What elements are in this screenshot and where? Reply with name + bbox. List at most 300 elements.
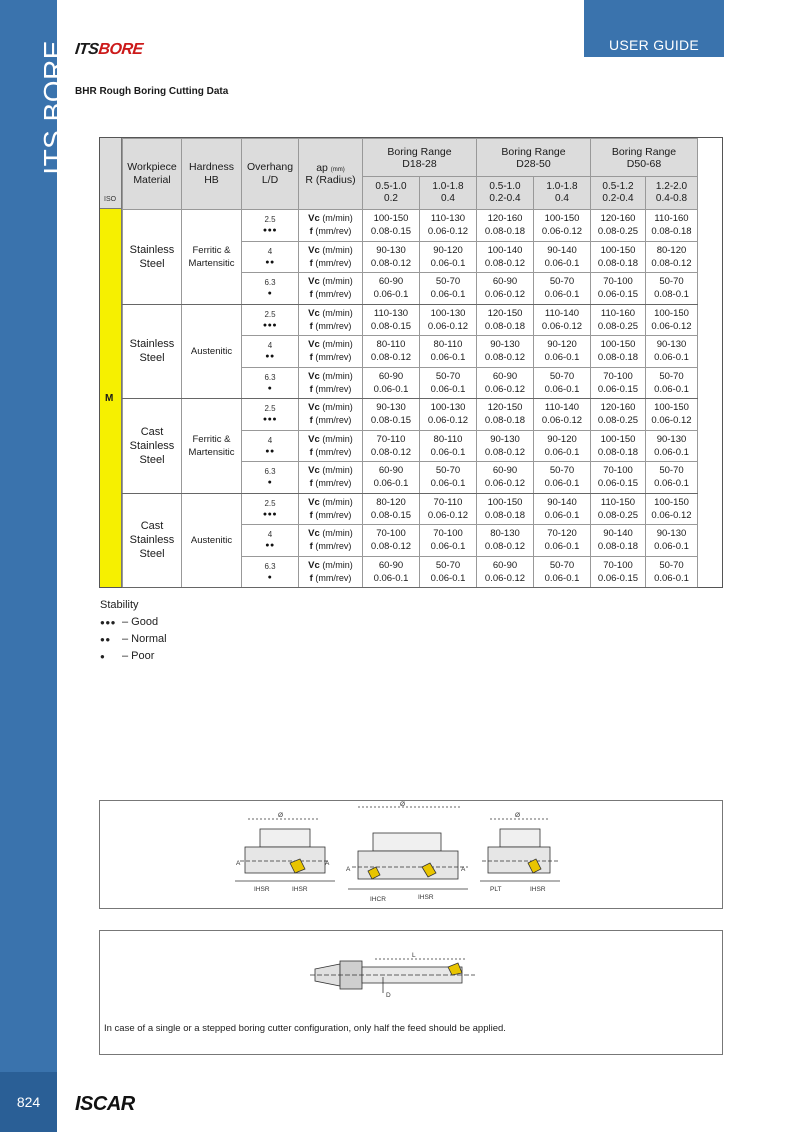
f-value: 0.08-0.18 [484, 226, 526, 238]
radius-label: R (Radius) [305, 174, 356, 186]
table-row [123, 304, 698, 336]
header-ap-value [420, 177, 477, 210]
f-value: 0.06-0.1 [430, 446, 466, 458]
vc-value: 70-120 [547, 528, 577, 540]
vc-value: 110-140 [544, 402, 580, 414]
f-value: 0.08-0.18 [597, 446, 639, 458]
vc-value: 80-110 [376, 339, 406, 351]
ap-value: 1.2-2.0 [655, 181, 688, 192]
stability-dots: ●●● [100, 618, 116, 627]
f-value: 0.08-0.1 [654, 289, 689, 301]
value-cell [591, 430, 646, 462]
f-value: 0.06-0.1 [544, 541, 580, 553]
vc-unit: (m/min) [322, 433, 353, 444]
overhang-ld: 6.3 [264, 561, 276, 571]
a-label-3: A [346, 866, 351, 873]
f-unit: (mm/rev) [315, 289, 352, 300]
value-cell [477, 493, 534, 525]
f-label: f [309, 415, 313, 427]
value-cell [534, 273, 591, 305]
f-label: f [309, 289, 313, 301]
vc-value: 70-110 [433, 496, 463, 508]
vc-value: 60-90 [378, 559, 404, 571]
stability-label: – Poor [122, 650, 155, 662]
vc-unit: (m/min) [322, 213, 353, 224]
f-value: 0.06-0.1 [544, 257, 580, 269]
f-value: 0.08-0.12 [484, 541, 526, 553]
param-cell [299, 493, 363, 525]
f-label: f [309, 446, 313, 458]
ap-value: 1.0-1.8 [546, 181, 578, 192]
sidebar-title: ITS BORE [38, 40, 69, 175]
value-cell [363, 367, 420, 399]
vc-value: 60-90 [492, 276, 518, 288]
workpiece-material: Cast Stainless Steel [123, 399, 182, 494]
overhang-cell [242, 462, 299, 494]
value-cell [363, 525, 420, 557]
f-value: 0.06-0.1 [430, 383, 466, 395]
vc-value: 50-70 [435, 276, 461, 288]
vc-value: 50-70 [435, 370, 461, 382]
f-label: f [309, 226, 313, 238]
value-cell [477, 399, 534, 431]
value-cell [420, 399, 477, 431]
vc-value: 50-70 [435, 559, 461, 571]
iso-group-m: M [100, 209, 122, 587]
f-value: 0.06-0.12 [651, 509, 692, 521]
f-value: 0.06-0.1 [654, 541, 689, 553]
value-cell [363, 493, 420, 525]
vc-value: 80-120 [376, 496, 406, 508]
dia-symbol-1: Ø [278, 812, 284, 819]
f-value: 0.06-0.1 [654, 572, 689, 584]
value-cell [534, 525, 591, 557]
value-cell [477, 210, 534, 242]
header-overhang: Overhang L/D [242, 139, 299, 210]
iso-column [100, 138, 122, 587]
param-cell [299, 241, 363, 273]
f-unit: (mm/rev) [315, 352, 352, 363]
r-value: 0.2-0.4 [602, 193, 634, 204]
value-cell [420, 493, 477, 525]
value-cell [591, 399, 646, 431]
vc-value: 90-130 [656, 528, 687, 540]
overhang-cell [242, 304, 299, 336]
f-value: 0.06-0.12 [427, 320, 469, 332]
vc-value: 120-160 [487, 213, 523, 225]
stability-dots: ● [267, 290, 273, 298]
overhang-cell [242, 493, 299, 525]
f-unit: (mm/rev) [315, 446, 352, 457]
r-value: 0.2 [384, 193, 398, 204]
stability-label: – Good [122, 616, 159, 628]
f-value: 0.06-0.12 [484, 289, 526, 301]
stability-label: – Normal [122, 633, 167, 645]
overhang-cell [242, 241, 299, 273]
vc-unit: (m/min) [322, 465, 353, 476]
f-label: f [309, 320, 313, 332]
stability-dots: ●●● [262, 321, 278, 329]
vc-value: 70-100 [603, 465, 633, 477]
iscar-logo: ISCAR [75, 1093, 135, 1115]
value-cell [646, 336, 698, 368]
vc-value: 50-70 [659, 370, 684, 382]
f-value: 0.06-0.15 [597, 478, 639, 490]
param-cell [299, 462, 363, 494]
vc-value: 110-130 [430, 213, 466, 225]
f-label: f [309, 509, 313, 521]
vc-value: 120-150 [487, 307, 523, 319]
vc-value: 110-130 [373, 307, 409, 319]
f-value: 0.06-0.1 [654, 446, 689, 458]
vc-value: 90-130 [376, 244, 406, 256]
table-row [123, 210, 698, 242]
vc-value: 70-100 [433, 528, 463, 540]
value-cell [534, 399, 591, 431]
length-label: L [412, 952, 416, 959]
vc-value: 120-150 [487, 402, 523, 414]
ihcr-label: IHCR [370, 896, 386, 903]
value-cell [420, 336, 477, 368]
f-value: 0.06-0.12 [651, 320, 692, 332]
f-unit: (mm/rev) [315, 257, 352, 268]
value-cell [534, 430, 591, 462]
stability-dots: ●●● [262, 227, 278, 235]
f-label: f [309, 352, 313, 364]
overhang-cell [242, 367, 299, 399]
value-cell [534, 462, 591, 494]
ihsr-label-d: IHSR [530, 886, 546, 893]
table-row [123, 493, 698, 525]
f-unit: (mm/rev) [315, 320, 352, 331]
overhang-cell [242, 210, 299, 242]
f-value: 0.06-0.12 [651, 415, 692, 427]
vc-value: 80-110 [433, 339, 463, 351]
f-value: 0.06-0.1 [430, 572, 466, 584]
vc-value: 80-120 [656, 244, 687, 256]
stability-dots: ● [267, 384, 273, 392]
header-ap-value [534, 177, 591, 210]
f-value: 0.06-0.12 [541, 320, 583, 332]
value-cell [591, 210, 646, 242]
param-cell [299, 273, 363, 305]
vc-unit: (m/min) [322, 276, 353, 287]
stability-dots: ● [267, 479, 273, 487]
boring-configuration-diagrams [99, 800, 723, 909]
f-value: 0.08-0.25 [597, 320, 639, 332]
f-value: 0.06-0.1 [544, 572, 580, 584]
vc-value: 50-70 [659, 559, 684, 571]
stability-legend [100, 597, 167, 665]
f-label: f [309, 257, 313, 269]
f-value: 0.08-0.12 [484, 446, 526, 458]
ap-value: 0.5-1.0 [375, 181, 407, 192]
value-cell [420, 210, 477, 242]
stability-dots: ● [100, 652, 106, 661]
vc-unit: (m/min) [322, 559, 353, 570]
vc-value: 70-100 [603, 559, 633, 571]
header-ap-value [591, 177, 646, 210]
value-cell [477, 556, 534, 588]
f-unit: (mm/rev) [315, 226, 352, 237]
overhang-ld: 2.5 [264, 498, 276, 508]
f-value: 0.06-0.1 [373, 478, 409, 490]
overhang-ld: 2.5 [264, 309, 276, 319]
stability-item [100, 631, 167, 648]
f-value: 0.06-0.12 [427, 226, 469, 238]
vc-value: 90-130 [656, 433, 687, 445]
f-value: 0.06-0.12 [427, 415, 469, 427]
value-cell [363, 556, 420, 588]
f-value: 0.06-0.15 [597, 572, 639, 584]
header-ap-value [646, 177, 698, 210]
dia-symbol-2: Ø [400, 801, 406, 808]
param-cell [299, 525, 363, 557]
vc-unit: (m/min) [322, 370, 353, 381]
vc-value: 100-150 [600, 433, 636, 445]
overhang-cell [242, 556, 299, 588]
f-value: 0.06-0.12 [427, 509, 469, 521]
value-cell [534, 241, 591, 273]
vc-unit: (m/min) [322, 402, 353, 413]
vc-label: Vc [308, 213, 320, 225]
header-boring-range: Boring Range D50-68 [591, 139, 698, 177]
stability-dots: ●●● [262, 510, 278, 518]
hardness: Ferritic & Martensitic [182, 399, 242, 494]
vc-value: 110-150 [600, 496, 636, 508]
f-value: 0.08-0.12 [370, 352, 412, 364]
hardness: Ferritic & Martensitic [182, 210, 242, 305]
vc-label: Vc [308, 307, 320, 319]
ihsr-label-b: IHSR [292, 886, 308, 893]
user-guide-tab: USER GUIDE [584, 0, 724, 57]
f-value: 0.08-0.12 [370, 446, 412, 458]
vc-value: 90-140 [547, 244, 577, 256]
header-ap-value [363, 177, 420, 210]
f-value: 0.06-0.1 [373, 383, 409, 395]
f-value: 0.08-0.12 [370, 257, 412, 269]
param-cell [299, 304, 363, 336]
hardness: Austenitic [182, 304, 242, 399]
vc-value: 120-160 [600, 402, 636, 414]
value-cell [420, 241, 477, 273]
vc-value: 50-70 [659, 465, 684, 477]
vc-value: 70-100 [603, 276, 633, 288]
value-cell [591, 304, 646, 336]
vc-value: 100-150 [654, 402, 689, 414]
value-cell [646, 462, 698, 494]
vc-value: 100-150 [654, 496, 689, 508]
vc-label: Vc [308, 528, 320, 540]
value-cell [646, 430, 698, 462]
f-unit: (mm/rev) [315, 415, 352, 426]
r-value: 0.4 [441, 193, 455, 204]
vc-label: Vc [308, 276, 320, 288]
overhang-ld: 4 [267, 435, 273, 445]
vc-value: 70-100 [603, 370, 633, 382]
ihsr-label-a: IHSR [254, 886, 270, 893]
f-value: 0.06-0.12 [484, 572, 526, 584]
f-value: 0.06-0.12 [484, 478, 526, 490]
vc-value: 90-130 [490, 339, 520, 351]
value-cell [591, 525, 646, 557]
value-cell [420, 525, 477, 557]
value-cell [477, 430, 534, 462]
vc-value: 60-90 [378, 370, 404, 382]
f-label: f [309, 572, 313, 584]
value-cell [363, 462, 420, 494]
vc-value: 100-150 [373, 213, 409, 225]
f-label: f [309, 383, 313, 395]
vc-value: 50-70 [549, 276, 575, 288]
value-cell [534, 304, 591, 336]
a-label-1: A [236, 860, 241, 867]
f-value: 0.06-0.1 [544, 352, 580, 364]
vc-unit: (m/min) [322, 496, 353, 507]
workpiece-material: Stainless Steel [123, 210, 182, 305]
vc-value: 90-140 [547, 496, 577, 508]
vc-value: 90-130 [656, 339, 687, 351]
stability-dots: ●● [265, 353, 275, 361]
header-workpiece: Workpiece Material [123, 139, 182, 210]
value-cell [363, 336, 420, 368]
value-cell [420, 273, 477, 305]
value-cell [420, 556, 477, 588]
vc-label: Vc [308, 465, 320, 477]
value-cell [420, 367, 477, 399]
f-unit: (mm/rev) [315, 478, 352, 489]
header-hardness: Hardness HB [182, 139, 242, 210]
value-cell [646, 241, 698, 273]
value-cell [534, 367, 591, 399]
value-cell [591, 367, 646, 399]
f-value: 0.08-0.18 [597, 257, 639, 269]
stability-dots: ●● [100, 635, 111, 644]
tool-assembly-drawing [100, 931, 722, 1021]
a-label-2: A [325, 860, 330, 867]
dia-symbol-3: Ø [515, 812, 521, 819]
f-value: 0.06-0.15 [597, 289, 639, 301]
ap-label: ap [316, 162, 328, 174]
f-value: 0.06-0.12 [541, 415, 583, 427]
param-cell [299, 336, 363, 368]
vc-value: 100-150 [600, 244, 636, 256]
vc-value: 100-150 [487, 496, 523, 508]
f-value: 0.06-0.1 [430, 478, 466, 490]
header-boring-range: Boring Range D18-28 [363, 139, 477, 177]
value-cell [646, 556, 698, 588]
f-value: 0.06-0.1 [373, 289, 409, 301]
value-cell [363, 241, 420, 273]
f-value: 0.06-0.1 [654, 383, 689, 395]
vc-value: 110-140 [544, 307, 580, 319]
ap-value: 0.5-1.2 [602, 181, 634, 192]
overhang-cell [242, 525, 299, 557]
param-cell [299, 430, 363, 462]
vc-value: 60-90 [492, 559, 518, 571]
f-value: 0.08-0.12 [651, 257, 692, 269]
f-value: 0.06-0.1 [373, 572, 409, 584]
value-cell [591, 493, 646, 525]
value-cell [477, 336, 534, 368]
overhang-cell [242, 336, 299, 368]
overhang-cell [242, 399, 299, 431]
vc-value: 90-120 [547, 339, 577, 351]
f-value: 0.06-0.1 [430, 289, 466, 301]
vc-value: 60-90 [492, 465, 518, 477]
param-cell [299, 556, 363, 588]
value-cell [420, 462, 477, 494]
value-cell [534, 556, 591, 588]
value-cell [363, 273, 420, 305]
vc-value: 70-110 [376, 433, 406, 445]
stability-dots: ●● [265, 542, 275, 550]
vc-label: Vc [308, 402, 320, 414]
f-value: 0.06-0.1 [430, 257, 466, 269]
vc-value: 60-90 [378, 276, 404, 288]
vc-value: 90-140 [603, 528, 633, 540]
f-value: 0.08-0.12 [484, 352, 526, 364]
overhang-ld: 6.3 [264, 278, 276, 288]
value-cell [477, 367, 534, 399]
param-cell [299, 210, 363, 242]
vc-value: 100-150 [654, 307, 689, 319]
vc-label: Vc [308, 559, 320, 571]
overhang-ld: 4 [267, 341, 273, 351]
ap-value: 0.5-1.0 [489, 181, 521, 192]
param-cell [299, 399, 363, 431]
value-cell [534, 210, 591, 242]
stability-dots: ●● [265, 258, 275, 266]
f-value: 0.06-0.1 [654, 478, 689, 490]
f-unit: (mm/rev) [315, 541, 352, 552]
vc-value: 50-70 [659, 276, 684, 288]
vc-value: 110-160 [654, 213, 689, 225]
value-cell [477, 462, 534, 494]
vc-unit: (m/min) [322, 244, 353, 255]
vc-value: 90-130 [490, 433, 520, 445]
value-cell [646, 399, 698, 431]
vc-value: 90-120 [547, 433, 577, 445]
f-value: 0.06-0.15 [597, 383, 639, 395]
f-value: 0.06-0.1 [544, 478, 580, 490]
value-cell [646, 367, 698, 399]
table-row [123, 399, 698, 431]
vc-value: 80-110 [433, 433, 463, 445]
f-value: 0.08-0.15 [370, 509, 412, 521]
value-cell [477, 273, 534, 305]
f-value: 0.08-0.15 [370, 320, 412, 332]
f-value: 0.08-0.18 [597, 352, 639, 364]
vc-value: 100-130 [430, 402, 466, 414]
vc-label: Vc [308, 370, 320, 382]
f-value: 0.08-0.18 [484, 415, 526, 427]
f-unit: (mm/rev) [315, 572, 352, 583]
f-value: 0.08-0.25 [597, 509, 639, 521]
footnote: In case of a single or a stepped boring cutter configuration, only half the feed should be applied. [104, 1023, 506, 1034]
f-value: 0.08-0.18 [484, 509, 526, 521]
value-cell [591, 241, 646, 273]
overhang-ld: 6.3 [264, 467, 276, 477]
vc-value: 100-130 [430, 307, 466, 319]
header-boring-range: Boring Range D28-50 [477, 139, 591, 177]
value-cell [477, 241, 534, 273]
vc-value: 50-70 [549, 559, 575, 571]
header-ap [299, 139, 363, 210]
value-cell [477, 525, 534, 557]
value-cell [363, 430, 420, 462]
overhang-cell [242, 430, 299, 462]
